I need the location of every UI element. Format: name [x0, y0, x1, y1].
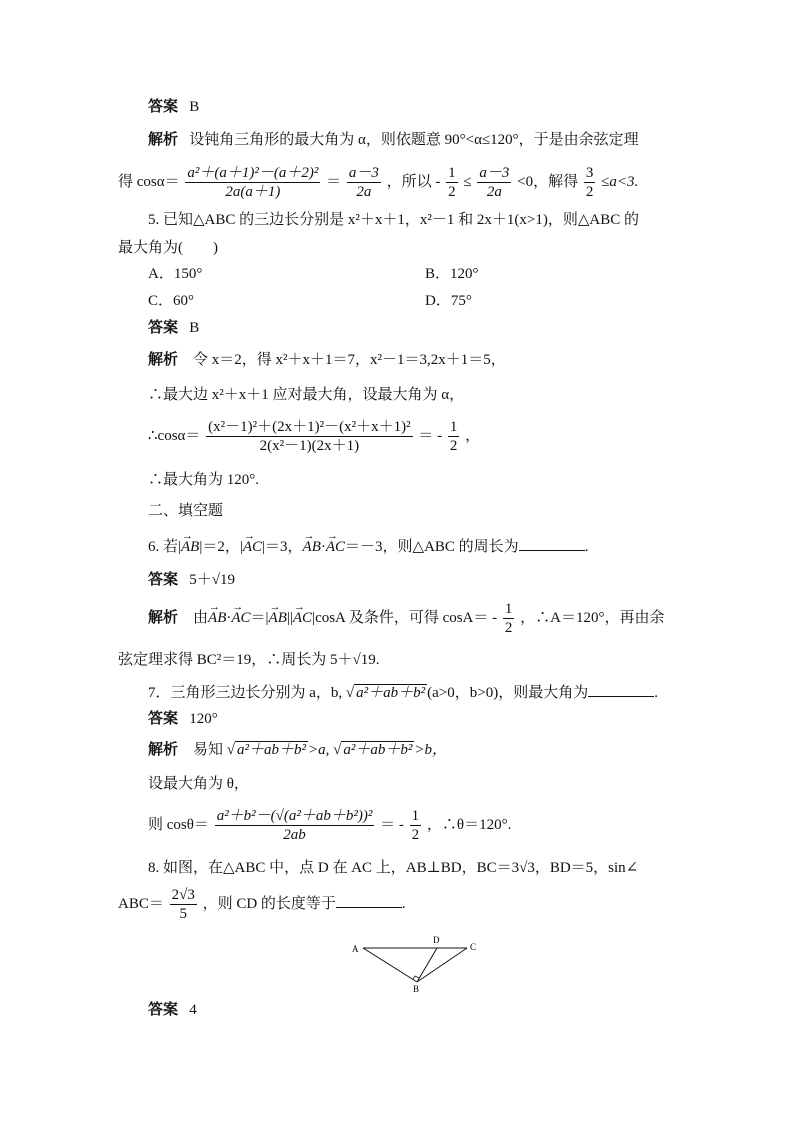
label-d: D — [433, 935, 440, 945]
q5-analysis-line4: ∴最大角为 120°. — [148, 472, 259, 488]
q6-answer: 5＋√19 — [189, 572, 235, 588]
q4-fraction-2: $\frac{a-3}{2a}$ — [348, 165, 379, 201]
q5-option-c: C．60° — [148, 293, 195, 309]
answer-label: 答案 — [148, 99, 179, 115]
answer-label: 答案 — [148, 572, 179, 588]
q5-option-d: D．75° — [425, 293, 472, 309]
q5-analysis-line3: ∴cosα＝ $\frac{\text{(x²－1)²＋(2x＋1)²－(x²＋x＋1)²}}{\text{2(x²－1)(2x＋1)}}$ ＝ - $\frac{1}{2}$ ， — [148, 419, 481, 455]
answer-blank — [336, 893, 402, 908]
q7-answer: 120° — [189, 711, 218, 727]
q7-analysis-line3: 则 cosθ＝ $\frac{\text{a²＋b²－(√(a²＋ab＋b²))²}}{2ab}$ ＝ - $\frac{1}{2}$ ，∴θ＝120°. — [148, 808, 512, 844]
q5-answer: B — [189, 320, 200, 336]
q6-answer-line — [148, 570, 235, 590]
q7-radical: √ a²＋ab＋b² — [345, 685, 426, 701]
q6-half: $\frac{1}{2}$ — [504, 601, 513, 637]
q7-analysis-line2: 设最大角为 θ， — [148, 776, 249, 792]
q4-analysis-text: 设钝角三角形的最大角为 α，则依题意 90°<α≤120°，于是由余弦定理 — [189, 132, 639, 148]
q5-half: $\frac{1}{2}$ — [449, 419, 458, 455]
q6-stem: 6. 若|→ AB|＝2，|→ AC|＝3，→ AB·→ AC＝－3，则△ABC 的周长为 . — [148, 536, 588, 557]
q4-fraction-3: $\frac{a-3}{2a}$ — [479, 165, 510, 201]
answer-blank — [519, 536, 585, 551]
answer-blank — [588, 682, 654, 697]
q7-answer-line — [148, 709, 218, 729]
q5-answer-line — [148, 318, 199, 338]
q7-analysis-line1: 解析 易知 √ a²＋ab＋b² >a, √ a²＋ab＋b² >b， — [148, 742, 447, 758]
analysis-label: 解析 — [148, 610, 179, 626]
answer-label: 答案 — [148, 1002, 179, 1018]
q4-half: $\frac{1}{2}$ — [448, 165, 456, 201]
label-a: A — [352, 944, 359, 954]
q5-option-a: A．150° — [148, 266, 203, 282]
q6-analysis-line1: 解析 由→ AB·→ AC＝|→ AB||→ AC|cosA 及条件，可得 cosA＝ - $\frac{1}{2}$ ，∴A＝120°，再由余 — [148, 598, 664, 638]
analysis-label: 解析 — [148, 742, 179, 758]
label-c: C — [470, 942, 477, 952]
q4-analysis-line1 — [148, 130, 639, 150]
q5-analysis-line2: ∴最大边 x²＋x＋1 应对最大角，设最大角为 α， — [148, 387, 465, 403]
q7-stem: 7．三角形三边长分别为 a，b, √ a²＋ab＋b² (a>0，b>0)，则最大角为 . — [148, 682, 658, 703]
label-b: B — [413, 984, 420, 994]
q4-cos-lead: 得 cosα＝ — [118, 174, 180, 190]
triangle-figure — [349, 934, 479, 996]
q7-fraction: $\frac{\text{a²＋b²－(√(a²＋ab＋b²))²}}{2ab}$ — [216, 808, 373, 844]
q5-option-b: B．120° — [425, 266, 479, 282]
analysis-label: 解析 — [148, 132, 179, 148]
q5-stem-line1: 5. 已知△ABC 的三边长分别是 x²＋x＋1，x²－1 和 2x＋1(x>1)，则△ABC 的 — [148, 212, 639, 228]
q8-answer: 4 — [189, 1002, 197, 1018]
analysis-label: 解析 — [148, 352, 179, 368]
answer-label: 答案 — [148, 320, 179, 336]
q5-analysis-line1: 解析 令 x＝2，得 x²＋x＋1＝7，x²－1＝3,2x＋1＝5， — [148, 352, 506, 368]
vector-ac: → AC — [243, 537, 262, 557]
q8-answer-line — [148, 1000, 197, 1020]
vector-ab: → AB — [181, 537, 199, 557]
q8-stem-line1: 8. 如图，在△ABC 中，点 D 在 AC 上，AB⊥BD，BC＝3√3，BD＝5，sin∠ — [148, 860, 639, 876]
answer-label: 答案 — [148, 711, 179, 727]
q4-analysis-line2: 得 cosα＝ $\frac{\text{a²＋(a＋1)²－(a＋2)²}}{2a(a+1)}$ ＝ $\frac{a-3}{2a}$ ，所以 - $\frac{1}{2}$ ≤ $\frac{a-3}{2a}$ <0，解得 $\frac{3}{2}$ ≤a<3. — [118, 165, 639, 201]
q4-fraction-1: $\frac{\text{a²＋(a＋1)²－(a＋2)²}}{2a(a+1)}$ — [187, 165, 319, 201]
q6-analysis-line2: 弦定理求得 BC²＝19，∴周长为 5＋√19. — [118, 652, 380, 668]
q4-three-halves: $\frac{3}{2}$ — [585, 165, 594, 201]
q4-answer-line — [148, 97, 199, 117]
q5-stem-line2: 最大角为( ) — [118, 240, 218, 256]
q7-half: $\frac{1}{2}$ — [411, 808, 420, 844]
q4-answer: B — [189, 99, 200, 115]
section-title: 二、填空题 — [148, 503, 224, 519]
q8-stem-line2: ABC＝ $\frac{2√3}{5}$ ，则 CD 的长度等于 . — [118, 887, 406, 923]
q8-fraction: $\frac{2√3}{5}$ — [171, 887, 195, 923]
q5-fraction: $\frac{\text{(x²－1)²＋(2x＋1)²－(x²＋x＋1)²}}{\text{2(x²－1)(2x＋1)}}$ — [208, 419, 411, 455]
